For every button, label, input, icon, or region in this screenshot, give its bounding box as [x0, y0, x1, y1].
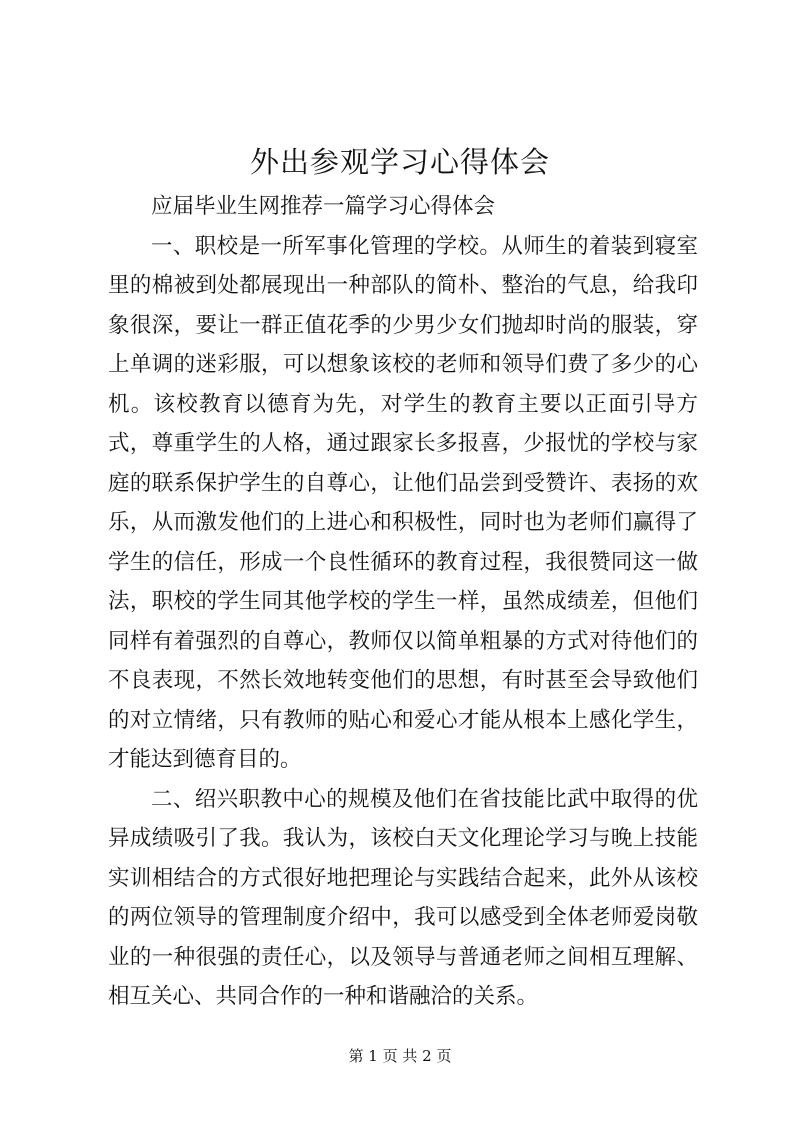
paragraph-intro: 应届毕业生网推荐一篇学习心得体会 [151, 194, 496, 219]
document-body [108, 187, 698, 1017]
page-footer: 第 1 页 共 2 页 [348, 1047, 452, 1065]
paragraph-two: 二、绍兴职教中心的规模及他们在省技能比武中取得的优异成绩吸引了我。我认为，该校白天文化理论学习与晚上技能实训相结合的方式很好地把理论与实践结合起来，此外从该校的两位领导的管理制度介绍中，我可以感受到全体老师爱岗敬业的一种很强的责任心，以及领导与普通老师之间相互理解、相互关心、共同合作的一种和谐融洽的关系。 [108, 786, 698, 1009]
paragraph-one: 一、职校是一所军事化管理的学校。从师生的着装到寝室里的棉被到处都展现出一种部队的简朴、整治的气息，给我印象很深，要让一群正值花季的少男少女们抛却时尚的服装，穿上单调的迷彩服，可以想象该校的老师和领导们费了多少的心机。该校教育以德育为先，对学生的教育主要以正面引导方式，尊重学生的人格，通过跟家长多报喜，少报忧的学校与家庭的联系保护学生的自尊心，让他们品尝到受赞许、表扬的欢乐，从而激发他们的上进心和积极性，同时也为老师们赢得了学生的信任，形成一个良性循环的教育过程，我很赞同这一做法，职校的学生同其他学校的学生一样，虽然成绩差，但他们同样有着强烈的自尊心，教师仅以简单粗暴的方式对待他们的不良表现，不然长效地转变他们的思想，有时甚至会导致他们的对立情绪，只有教师的贴心和爱心才能从根本上感化学生，才能达到德育目的。 [108, 233, 698, 772]
document-title: 外出参观学习心得体会 [249, 145, 550, 179]
